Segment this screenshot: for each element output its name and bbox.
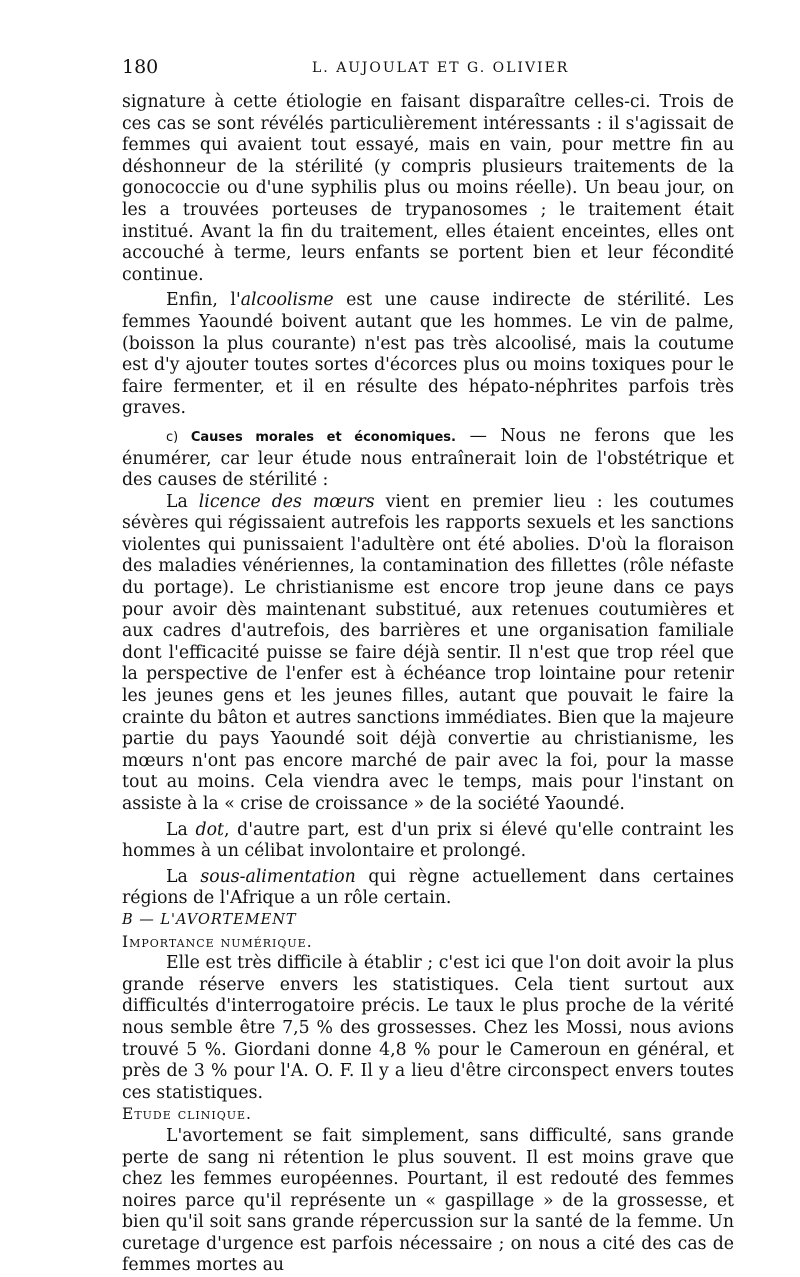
term-dot: dot — [195, 819, 224, 840]
term-sous-alimentation: sous-alimentation — [200, 866, 356, 887]
page-header — [122, 56, 734, 86]
paragraph-3-text: — Nous ne ferons que les énumérer, car leur étude nous entraînerait loin de l'obstétrique et des causes de stérilité : — [122, 425, 734, 491]
paragraph-6-after: qui règne actuellement dans certaines régions de l'Afrique a un rôle certain. — [122, 866, 734, 909]
term-licence-moeurs: licence des mœurs — [198, 491, 375, 512]
subsection-letter: c) — [166, 429, 179, 445]
subsection-label — [166, 430, 456, 445]
paragraph-1: signature à cette étiologie en faisant disparaître celles-ci. Trois de ces cas se sont révélés particulièrement intéressants : il s'agissait de femmes qui avaient tout essayé, mais en vain, pour mettre fin au déshonneur de la stérilité (y compris plusieurs traitements de la gonococcie ou d'une syphilis plus ou moins réelle). Un beau jour, on les a trouvées porteuses de trypanosomes ; le traitement était institué. Avant la fin du traitement, elles étaient enceintes, elles ont accouché à terme, leurs enfants se portent bien et leur fécondité continue. — [122, 92, 734, 285]
term-alcoolisme: alcoolisme — [240, 290, 334, 311]
running-head: L. AUJOULAT ET G. OLIVIER — [312, 60, 570, 76]
paragraph-6-before: La — [166, 866, 201, 887]
subsection-title: Causes morales et économiques. — [190, 429, 456, 445]
paragraph-alcoolisme — [122, 290, 734, 420]
paragraph-dot — [122, 820, 734, 863]
paragraph-2-before: Enfin, l' — [166, 290, 241, 311]
heading-importance-numerique: Importance numérique. — [122, 932, 313, 951]
page-number: 180 — [122, 56, 159, 78]
paragraph-sous-alimentation — [122, 867, 734, 910]
paragraph-4-after: vient en premier lieu : les coutumes sévères qui régissaient autrefois les rapports sexuels et les sanctions violentes qui punissaient l'adultère ont été abolies. D'où la floraison des maladies vénériennes, la contamination des fillettes (rôle néfaste du portage). Le christianisme est encore trop jeune dans ce pays pour avoir dès maintenant substitué, aux retenues coutumières et aux cadres d'autrefois, des barrières et une organisation familiale dont l'efficacité puisse se faire déjà sentir. Il n'est que trop réel que la perspective de l'enfer est à échéance trop lointaine pour retenir les jeunes gens et les jeunes filles, autant que pouvait le faire la crainte du bâton et autres sanctions immédiates. Bien que la majeure partie du pays Yaoundé soit déjà convertie au christianisme, les mœurs n'ont pas encore marché de pair avec la foi, pour la masse tout au moins. Cela viendra avec le temps, mais pour l'instant on assiste à la « crise de croissance » de la société Yaoundé. — [122, 491, 735, 814]
paragraph-causes-morales — [122, 426, 734, 492]
section-title-avortement: B — L'AVORTEMENT — [122, 911, 297, 928]
paragraph-4-before: La — [166, 491, 199, 512]
body-text — [122, 92, 734, 1277]
paragraph-2-after: est une cause indirecte de stérilité. Les femmes Yaoundé boivent autant que les hommes. Le vin de palme, (boisson la plus courante) n'est pas très alcoolisé, mais la coutume est d'y ajouter toutes sortes d'écorces plus ou moins toxiques pour le faire fermenter, et il en résulte des hépato-néphrites parfois très graves. — [122, 290, 734, 419]
heading-etude-clinique: Etude clinique. — [122, 1105, 252, 1124]
paragraph-clinique: L'avortement se fait simplement, sans difficulté, sans grande perte de sang ni rétention le plus souvent. Il est moins grave que chez les femmes européennes. Pourtant, il est redouté des femmes noires parce qu'il représente un « gaspillage » de la grossesse, et bien qu'il soit sans grande répercussion sur la santé de la femme. Un curetage d'urgence est parfois nécessaire ; on nous a cité des cas de femmes mortes au — [122, 1125, 734, 1276]
paragraph-5-after: , d'autre part, est d'un prix si élevé qu'elle contraint les hommes à un célibat involontaire et prolongé. — [122, 819, 734, 862]
paragraph-statistiques: Elle est très difficile à établir ; c'est ici que l'on doit avoir la plus grande réserve envers les statistiques. Cela tient surtout aux difficultés d'interrogatoire précis. Le taux le plus proche de la vérité nous semble être 7,5 % des grossesses. Chez les Mossi, nous avions trouvé 5 %. Giordani donne 4,8 % pour le Cameroun en général, et près de 3 % pour l'A. O. F. Il y a lieu d'être circonspect envers toutes ces statistiques. — [122, 953, 734, 1103]
paragraph-licence-moeurs — [122, 492, 734, 816]
paragraph-5-before: La — [166, 819, 196, 840]
